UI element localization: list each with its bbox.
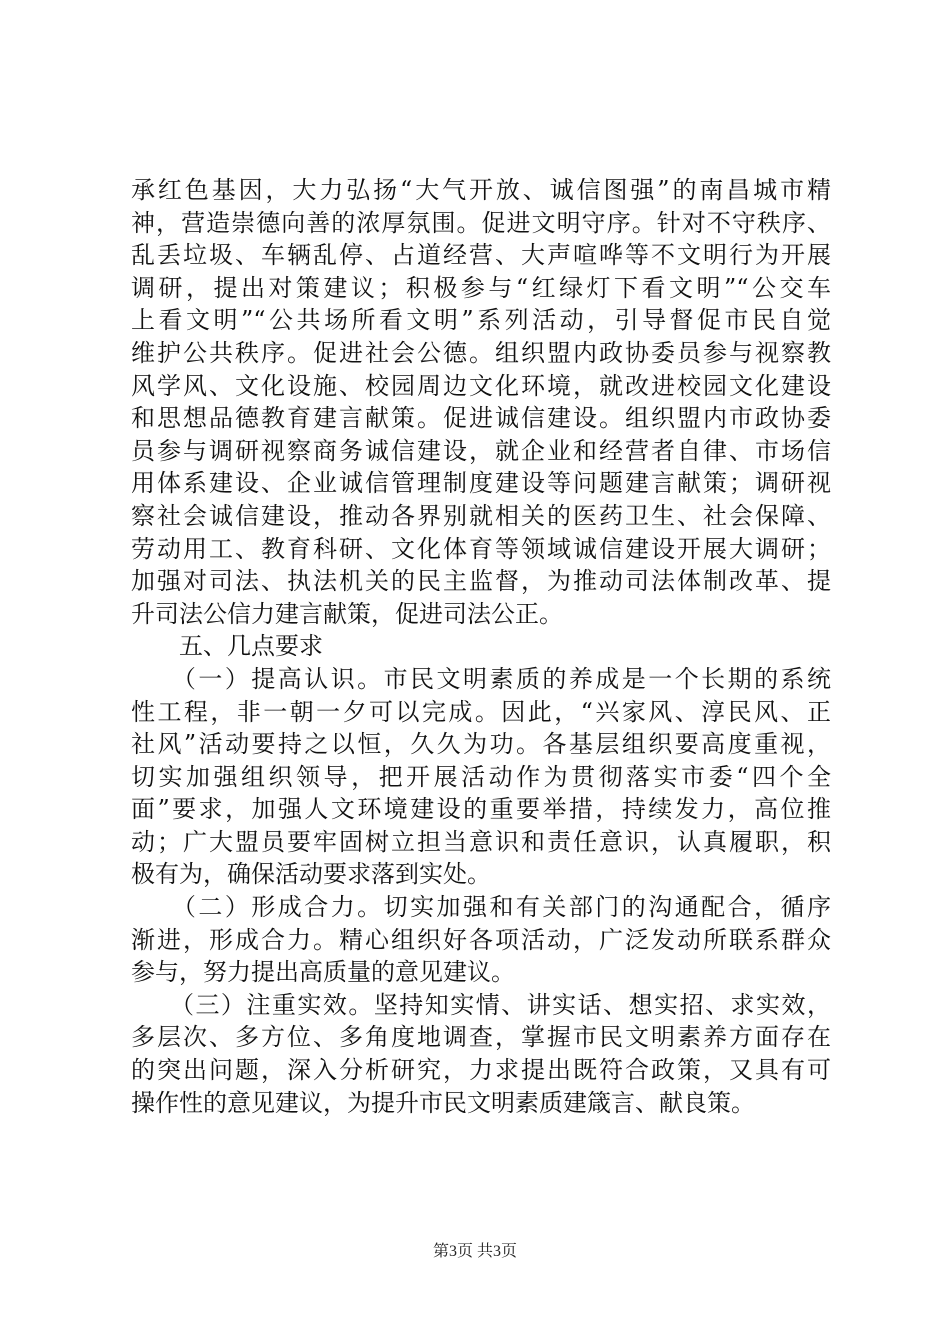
text-line: 参与，努力提出高质量的意见建议。 bbox=[131, 958, 515, 987]
text-line: 切实加强组织领导，把开展活动作为贯彻落实市委“四个全 bbox=[131, 762, 831, 791]
text-line: 动；广大盟员要牢固树立担当意识和责任意识，认真履职，积 bbox=[131, 827, 831, 856]
text-line: 员参与调研视察商务诚信建设，就企业和经营者自律、市场信 bbox=[131, 436, 831, 465]
text-line: 用体系建设、企业诚信管理制度建设等问题建言献策；调研视 bbox=[131, 469, 831, 498]
text-line: 和思想品德教育建言献策。促进诚信建设。组织盟内市政协委 bbox=[131, 404, 831, 433]
text-line: 社风”活动要持之以恒，久久为功。各基层组织要高度重视， bbox=[131, 730, 831, 759]
text-line: 升司法公信力建言献策，促进司法公正。 bbox=[131, 599, 563, 628]
text-line: （三）注重实效。坚持知实情、讲实话、想实招、求实效， bbox=[131, 990, 831, 1019]
text-line: 操作性的意见建议，为提升市民文明素质建箴言、献良策。 bbox=[131, 1088, 755, 1117]
text-line: 风学风、文化设施、校园周边文化环境，就改进校园文化建设 bbox=[131, 371, 831, 400]
document-body bbox=[131, 174, 831, 1119]
text-line: 加强对司法、执法机关的民主监督，为推动司法体制改革、提 bbox=[131, 567, 831, 596]
text-line: 多层次、多方位、多角度地调查，掌握市民文明素养方面存在 bbox=[131, 1023, 831, 1052]
text-line: 上看文明”“公共场所看文明”系列活动，引导督促市民自觉 bbox=[131, 306, 831, 335]
text-line: 神，营造崇德向善的浓厚氛围。促进文明守序。针对不守秩序、 bbox=[131, 208, 831, 237]
text-line: 调研，提出对策建议；积极参与“红绿灯下看文明”“公交车 bbox=[131, 273, 831, 302]
text-line: 极有为，确保活动要求落到实处。 bbox=[131, 860, 491, 889]
text-line: 察社会诚信建设，推动各界别就相关的医药卫生、社会保障、 bbox=[131, 501, 831, 530]
text-line: 劳动用工、教育科研、文化体育等领域诚信建设开展大调研； bbox=[131, 534, 831, 563]
text-line: 性工程，非一朝一夕可以完成。因此，“兴家风、淳民风、正 bbox=[131, 697, 831, 726]
text-line: 维护公共秩序。促进社会公德。组织盟内政协委员参与视察教 bbox=[131, 338, 831, 367]
text-line: 的突出问题，深入分析研究，力求提出既符合政策，又具有可 bbox=[131, 1056, 831, 1085]
text-line: （一）提高认识。市民文明素质的养成是一个长期的系统 bbox=[131, 664, 831, 693]
page-footer: 第3页 共3页 bbox=[432, 1243, 517, 1260]
text-line: 乱丢垃圾、车辆乱停、占道经营、大声喧哗等不文明行为开展 bbox=[131, 241, 831, 270]
text-line: 五、几点要求 bbox=[131, 632, 323, 661]
text-line: 渐进，形成合力。精心组织好各项活动，广泛发动所联系群众 bbox=[131, 925, 831, 954]
text-line: 承红色基因，大力弘扬“大气开放、诚信图强”的南昌城市精 bbox=[131, 176, 831, 204]
text-line: （二）形成合力。切实加强和有关部门的沟通配合，循序 bbox=[131, 893, 831, 922]
text-line: 面”要求，加强人文环境建设的重要举措，持续发力，高位推 bbox=[131, 795, 831, 824]
